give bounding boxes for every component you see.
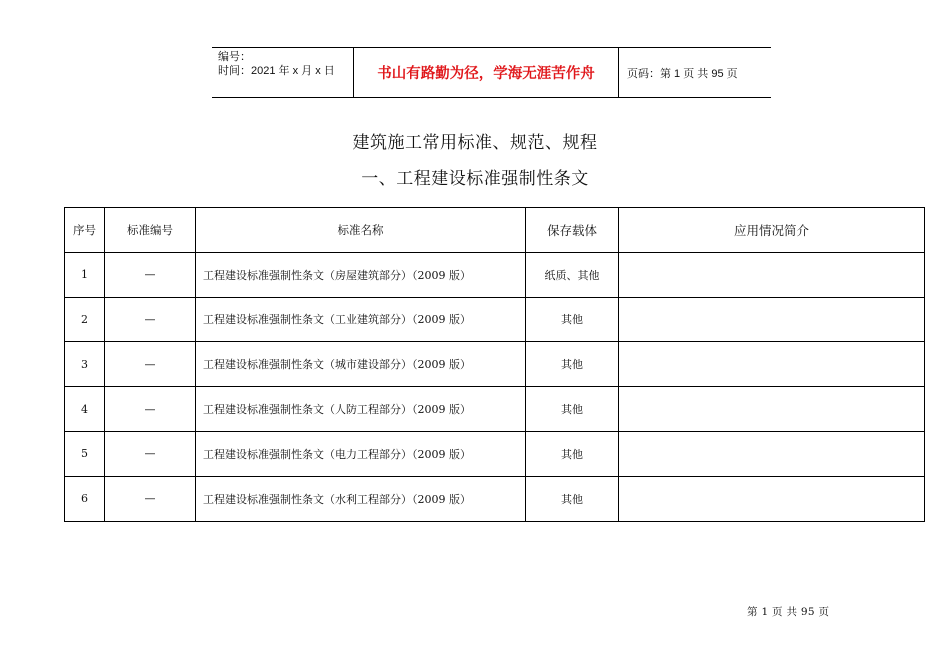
header-time: 时间：2021 年 x 月 x 日 [218, 65, 335, 77]
cell-name: 工程建设标准强制性条文（水利工程部分）（2009 版） [196, 476, 526, 521]
cell-code: — [105, 252, 196, 297]
cell-no: 2 [65, 297, 105, 342]
table-row [65, 297, 925, 342]
cell-code: — [105, 342, 196, 387]
cell-no: 6 [65, 476, 105, 521]
cell-carrier: 其他 [526, 431, 619, 476]
cell-no: 1 [65, 252, 105, 297]
cell-carrier: 其他 [526, 342, 619, 387]
table-row [65, 387, 925, 432]
standards-table [64, 207, 925, 522]
cell-code: — [105, 387, 196, 432]
cell-name: 工程建设标准强制性条文（电力工程部分）（2009 版） [196, 431, 526, 476]
table-row [65, 342, 925, 387]
header-motto: 书山有路勤为径，学海无涯苦作舟 [354, 48, 619, 97]
page-footer: 第 1 页 共 95 页 [747, 606, 830, 618]
cell-usage [619, 297, 925, 342]
header-page-info: 页码：第 1 页 共 95 页 [627, 67, 738, 80]
table-row [65, 252, 925, 297]
table-row [65, 431, 925, 476]
cell-carrier: 其他 [526, 387, 619, 432]
cell-code: — [105, 476, 196, 521]
cell-usage [619, 387, 925, 432]
section-title: 一、工程建设标准强制性条文 [361, 169, 589, 189]
cell-carrier: 纸质、其他 [526, 252, 619, 297]
cell-usage [619, 431, 925, 476]
cell-carrier: 其他 [526, 297, 619, 342]
cell-name: 工程建设标准强制性条文（城市建设部分）（2009 版） [196, 342, 526, 387]
cell-name: 工程建设标准强制性条文（房屋建筑部分）（2009 版） [196, 252, 526, 297]
header-meta [212, 48, 354, 97]
document-title: 建筑施工常用标准、规范、规程 [352, 133, 598, 153]
cell-name: 工程建设标准强制性条文（人防工程部分）（2009 版） [196, 387, 526, 432]
column-header-no: 序号 [65, 208, 105, 253]
column-header-carrier: 保存载体 [526, 208, 619, 253]
cell-carrier: 其他 [526, 476, 619, 521]
table-row [65, 476, 925, 521]
column-header-code: 标准编号 [105, 208, 196, 253]
column-header-usage: 应用情况简介 [619, 208, 925, 253]
header-number-label: 编号： [218, 51, 251, 63]
cell-no: 3 [65, 342, 105, 387]
cell-no: 4 [65, 387, 105, 432]
table-header-row [65, 208, 925, 253]
cell-no: 5 [65, 431, 105, 476]
page-header [212, 47, 771, 98]
cell-name: 工程建设标准强制性条文（工业建筑部分）（2009 版） [196, 297, 526, 342]
cell-usage [619, 476, 925, 521]
cell-usage [619, 252, 925, 297]
cell-code: — [105, 431, 196, 476]
column-header-name: 标准名称 [196, 208, 526, 253]
cell-code: — [105, 297, 196, 342]
cell-usage [619, 342, 925, 387]
